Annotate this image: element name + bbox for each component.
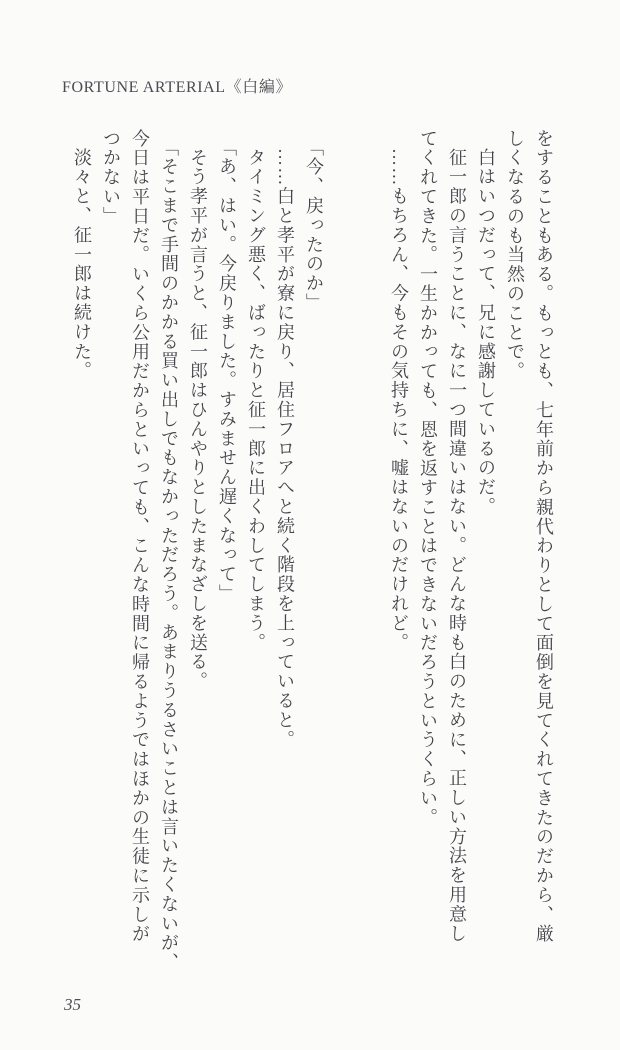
text-column: タイミング悪く、ばったりと征一郎に出くわしてしまう。 (246, 148, 266, 653)
text-column: つかない」 (101, 129, 121, 226)
text-column: 「今、戻ったのか」 (304, 138, 324, 313)
running-header: FORTUNE ARTERIAL《白編》 (62, 79, 293, 96)
text-column: 「そこまで手間のかかる買い出しでもなかっただろう。あまりうるさいことは言いたくないが、 (159, 138, 179, 973)
text-column: 白はいつだって、兄に感謝しているのだ。 (476, 148, 496, 517)
text-column: 淡々と、征一郎は続けた。 (72, 148, 92, 381)
text-column: しくなるのも当然のことで。 (505, 129, 525, 382)
text-column: 今日は平日だ。いくら公用だからといっても、こんな時間に帰るようではほかの生徒に示しが (130, 129, 150, 944)
text-column: ……白と孝平が寮に戻り、居住フロアへと続く階段を上っていると。 (275, 148, 295, 750)
text-column: そう孝平が言うと、征一郎はひんやりとしたまなざしを送る。 (188, 148, 208, 692)
text-column: てくれてきた。一生かかっても、恩を返すことはできないだろうというくらい。 (418, 129, 438, 828)
text-column: ……もちろん、今もその気持ちに、嘘はないのだけれど。 (389, 148, 409, 653)
text-column: 「あ、はい。今戻りました。すみません遅くなって」 (217, 138, 237, 604)
text-column: をすることもある。もっとも、七年前から親代わりとして面倒を見てくれてきたのだから、厳 (534, 129, 554, 944)
page-number: 35 (64, 995, 81, 1014)
text-column: 征一郎の言うことに、なに一つ間違いはない。どんな時も白のために、正しい方法を用意し (447, 148, 467, 944)
novel-text (62, 129, 558, 971)
column-break (328, 129, 384, 139)
